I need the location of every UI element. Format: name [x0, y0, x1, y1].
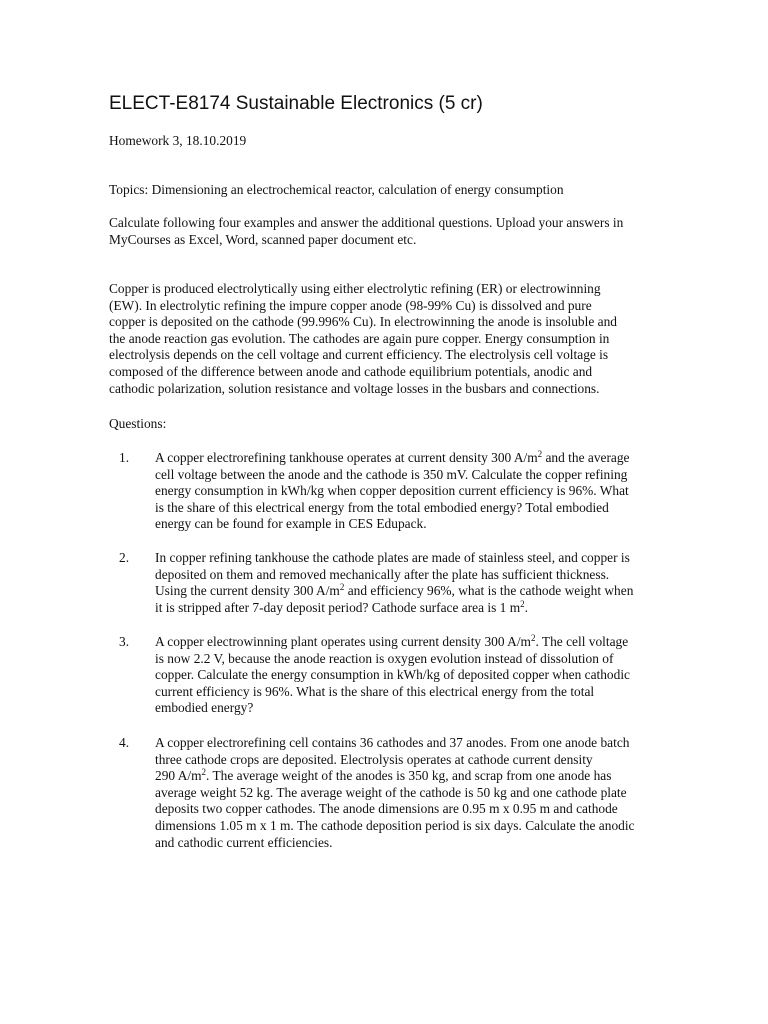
question-line: copper. Calculate the energy consumption in kWh/kg of deposited copper when cathodic [155, 667, 630, 683]
question-line: In copper refining tankhouse the cathode plates are made of stainless steel, and copper is [155, 550, 630, 565]
superscript: 2 [537, 449, 543, 459]
question-number: 2. [119, 550, 130, 565]
question-text-segment: and efficiency 96%, what is the cathode weight when [344, 583, 634, 599]
question-text [155, 634, 715, 717]
superscript: 2 [201, 767, 207, 778]
topics-line: Topics: Dimensioning an electrochemical reactor, calculation of energy consumption [109, 182, 564, 197]
question-line: embodied energy? [155, 700, 254, 716]
instructions-line: MyCourses as Excel, Word, scanned paper document etc. [109, 231, 417, 247]
question-line: energy consumption in kWh/kg when copper deposition current efficiency is 96%. What [155, 483, 629, 499]
question-line: deposits two copper cathodes. The anode dimensions are 0.95 m x 0.95 m and cathode [155, 801, 618, 817]
question-text-segment: A copper electrorefining tankhouse operates at current density 300 A/m [155, 450, 538, 465]
question-text [155, 735, 715, 851]
question-line: current efficiency is 96%. What is the share of this electrical energy from the total [155, 683, 595, 699]
question-number: 1. [119, 450, 130, 465]
question-line [155, 600, 715, 617]
intro-paragraph [109, 281, 709, 397]
question-line: is the share of this electrical energy from the total embodied energy? Total embodied [155, 499, 609, 515]
intro-line: Copper is produced electrolytically using either electrolytic refining (ER) or electrowinning [109, 281, 601, 296]
superscript: 2 [339, 582, 345, 593]
superscript: 2 [520, 598, 525, 609]
intro-line: (EW). In electrolytic refining the impure copper anode (98-99% Cu) is dissolved and pure [109, 297, 592, 313]
question-line [155, 768, 715, 785]
question-number: 4. [119, 735, 130, 750]
instructions-line: Calculate following four examples and answer the additional questions. Upload your answers in [109, 215, 624, 230]
question-line: is now 2.2 V, because the anode reaction is oxygen evolution instead of dissolution of [155, 650, 614, 666]
questions-heading: Questions: [109, 416, 167, 431]
intro-line: the anode reaction gas evolution. The cathodes are again pure copper. Energy consumption in [109, 330, 610, 346]
document-title: ELECT-E8174 Sustainable Electronics (5 cr) [109, 93, 483, 114]
question-text-segment: 290 A/m [155, 768, 202, 784]
question-line: three cathode crops are deposited. Electrolysis operates at cathode current density [155, 751, 593, 767]
intro-line: composed of the difference between anode and cathode equilibrium potentials, anodic and [109, 363, 593, 379]
question-text-segment: and the average [542, 450, 630, 465]
intro-line: electrolysis depends on the cell voltage and current efficiency. The electrolysis cell voltage is [109, 347, 609, 363]
question-line [155, 583, 715, 600]
question-text-segment: it is stripped after 7-day deposit period? Cathode surface area is 1 m [155, 599, 521, 615]
question-text-segment: . [524, 599, 529, 615]
question-number: 3. [119, 634, 130, 649]
intro-line: copper is deposited on the cathode (99.996% Cu). In electrowinning the anode is insoluble and [109, 314, 617, 330]
instructions-paragraph [109, 215, 709, 248]
question-text-segment: A copper electrowinning plant operates using current density 300 A/m [155, 634, 531, 649]
question-line: deposited on them and removed mechanically after the plate has sufficient thickness. [155, 566, 610, 582]
question-text [155, 550, 715, 616]
question-line: A copper electrorefining cell contains 36 cathodes and 37 anodes. From one anode batch [155, 735, 630, 750]
question-line [155, 450, 715, 467]
superscript: 2 [530, 633, 536, 643]
question-text-segment: . The average weight of the anodes is 350 kg, and scrap from one anode has [206, 768, 612, 784]
question-line [155, 634, 715, 651]
homework-line: Homework 3, 18.10.2019 [109, 133, 247, 148]
question-line: and cathodic current efficiencies. [155, 834, 333, 850]
question-line: average weight 52 kg. The average weight of the cathode is 50 kg and one cathode plate [155, 784, 627, 800]
question-line: dimensions 1.05 m x 1 m. The cathode deposition period is six days. Calculate the anodic [155, 817, 635, 833]
question-text-segment: Using the current density 300 A/m [155, 583, 340, 599]
question-line: cell voltage between the anode and the cathode is 350 mV. Calculate the copper refining [155, 466, 628, 482]
question-text [155, 450, 715, 533]
question-line: energy can be found for example in CES Edupack. [155, 516, 427, 532]
question-text-segment: . The cell voltage [535, 634, 629, 649]
intro-line: cathodic polarization, solution resistance and voltage losses in the busbars and connections. [109, 380, 600, 396]
